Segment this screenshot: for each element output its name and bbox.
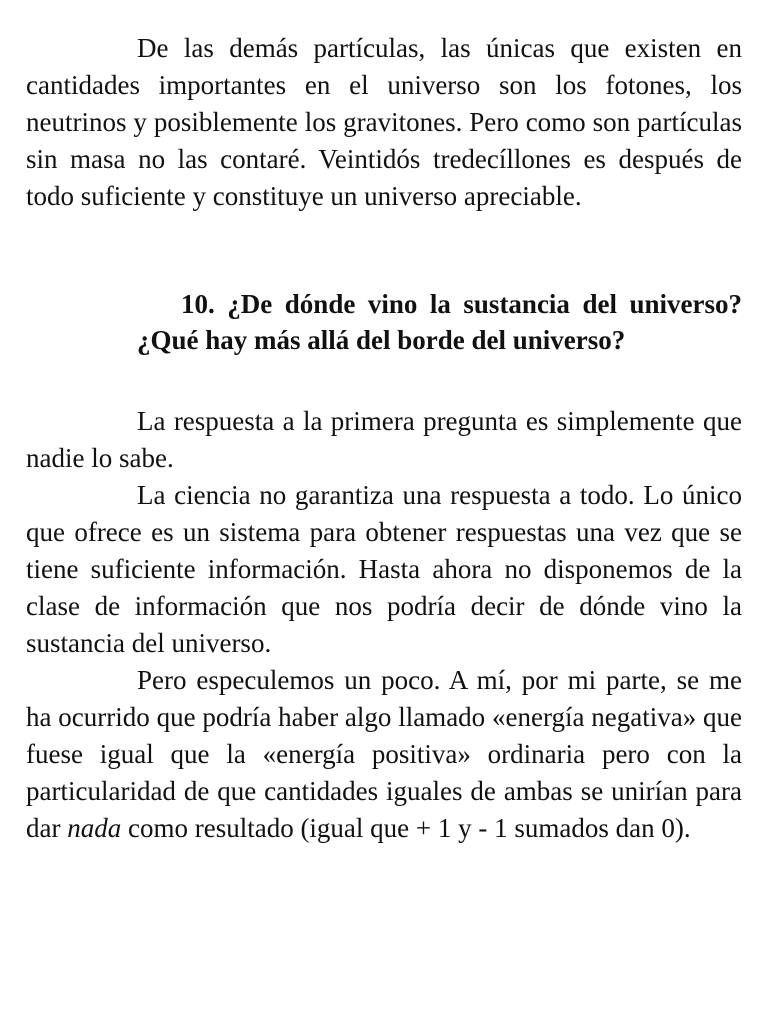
speculation-text-start: Pero especulemos un poco. A mí, por mi parte, se me ha ocurrido que podría haber algo llamado «energía negativa» que fuese igual que la «energía positiva» ordinaria pero con la particularidad de que cantidades iguales de ambas se unirían para dar: [26, 665, 742, 843]
paragraph-answer: La respuesta a la primera pregunta es simplemente que nadie lo sabe.: [26, 406, 742, 473]
section-heading: [137, 286, 742, 358]
section-number: 10.: [181, 289, 215, 319]
speculation-text-end: como resultado (igual que + 1 y - 1 sumados dan 0).: [127, 813, 691, 843]
paragraph-particles: De las demás partículas, las únicas que existen en cantidades importantes en el universo son los fotones, los neutrinos y posiblemente los gravitones. Pero como son partículas sin masa no las contaré. Veintidós tredecíllones es después de todo suficiente y constituye un universo apreciable.: [26, 33, 742, 211]
paragraph-speculation: [26, 662, 742, 847]
document-page: [26, 30, 742, 847]
section-title: ¿De dónde vino la sustancia del universo? ¿Qué hay más allá del borde del universo?: [137, 289, 742, 355]
italic-word: nada: [67, 813, 122, 843]
paragraph-science: La ciencia no garantiza una respuesta a todo. Lo único que ofrece es un sistema para obtener respuestas una vez que se tiene suficiente información. Hasta ahora no disponemos de la clase de información que nos podría decir de dónde vino la sustancia del universo.: [26, 480, 742, 658]
